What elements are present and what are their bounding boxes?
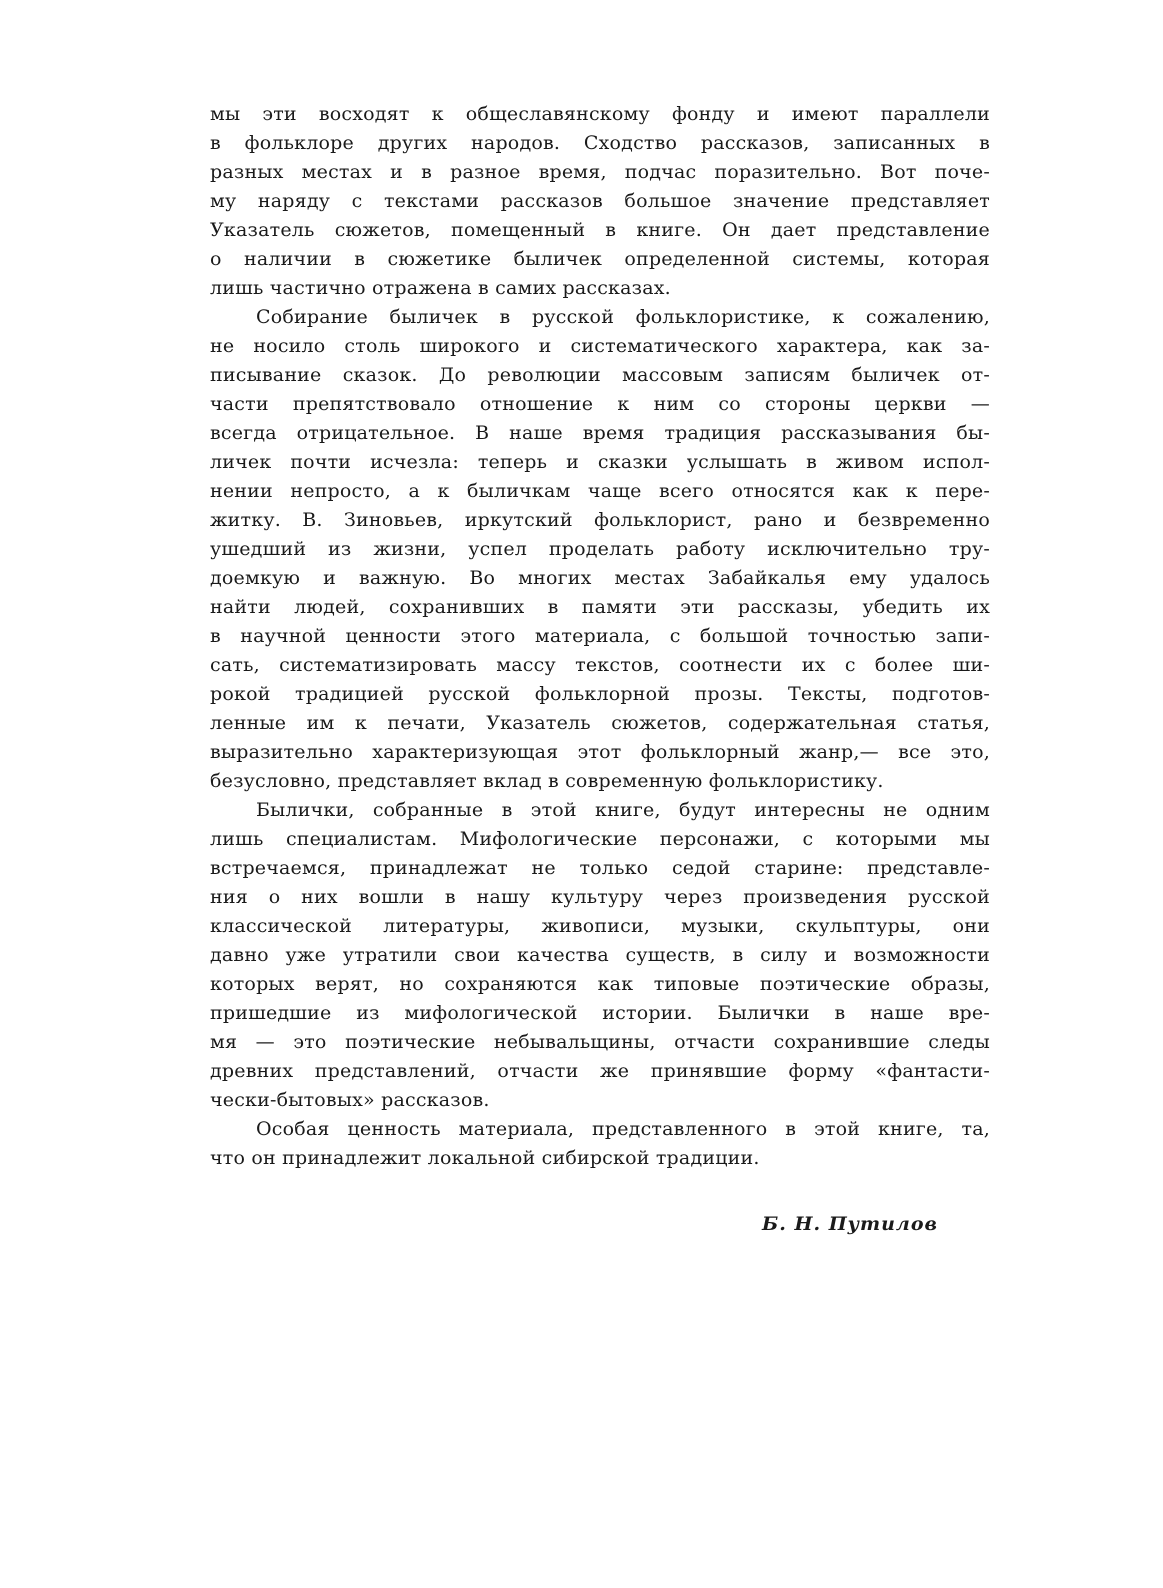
text-line: найти людей, сохранивших в памяти эти рассказы, убедить их	[210, 596, 990, 618]
text-line: в фольклоре других народов. Сходство рассказов, записанных в	[210, 132, 990, 154]
paragraph-4	[210, 1115, 990, 1173]
text-line: чески-бытовых» рассказов.	[210, 1089, 490, 1111]
text-line: давно уже утратили свои качества существ, в силу и возможности	[210, 944, 990, 966]
text-line: в научной ценности этого материала, с большой точностью запи-	[210, 625, 990, 647]
text-line: рокой традицией русской фольклорной прозы. Тексты, подготов-	[210, 683, 990, 705]
author-signature: Б. Н. Путилов	[762, 1213, 938, 1235]
text-line: писывание сказок. До революции массовым записям быличек от-	[210, 364, 990, 386]
text-line: Указатель сюжетов, помещенный в книге. Он дает представление	[210, 219, 990, 241]
text-line: классической литературы, живописи, музыки, скульптуры, они	[210, 915, 990, 937]
text-line: встречаемся, принадлежат не только седой старине: представле-	[210, 857, 990, 879]
text-line: Собирание быличек в русской фольклористике, к сожалению,	[256, 306, 990, 328]
text-line: которых верят, но сохраняются как типовые поэтические образы,	[210, 973, 990, 995]
text-line: лишь специалистам. Мифологические персонажи, с которыми мы	[210, 828, 990, 850]
paragraph-2	[210, 303, 990, 796]
text-line: разных местах и в разное время, подчас поразительно. Вот поче-	[210, 161, 990, 183]
text-line: житку. В. Зиновьев, иркутский фольклорист, рано и безвременно	[210, 509, 990, 531]
text-line: му наряду с текстами рассказов большое значение представляет	[210, 190, 990, 212]
text-line: лишь частично отражена в самих рассказах.	[210, 277, 671, 299]
text-line: личек почти исчезла: теперь и сказки услышать в живом испол-	[210, 451, 990, 473]
text-line: пришедшие из мифологической истории. Былички в наше вре-	[210, 1002, 990, 1024]
text-line: сать, систематизировать массу текстов, соотнести их с более ши-	[210, 654, 990, 676]
text-line: ния о них вошли в нашу культуру через произведения русской	[210, 886, 990, 908]
text-line: не носило столь широкого и систематического характера, как за-	[210, 335, 990, 357]
text-line: ленные им к печати, Указатель сюжетов, содержательная статья,	[210, 712, 990, 734]
text-line: древних представлений, отчасти же принявшие форму «фантасти-	[210, 1060, 990, 1082]
body-text	[210, 100, 990, 1173]
text-line: мя — это поэтические небывальщины, отчасти сохранившие следы	[210, 1031, 990, 1053]
text-line: доемкую и важную. Во многих местах Забайкалья ему удалось	[210, 567, 990, 589]
text-line: безусловно, представляет вклад в современную фольклористику.	[210, 770, 884, 792]
paragraph-1	[210, 100, 990, 303]
text-line: всегда отрицательное. В наше время традиция рассказывания бы-	[210, 422, 990, 444]
text-line: мы эти восходят к общеславянскому фонду и имеют параллели	[210, 103, 990, 125]
text-line: ушедший из жизни, успел проделать работу исключительно тру-	[210, 538, 990, 560]
text-line: нении непросто, а к быличкам чаще всего относятся как к пере-	[210, 480, 990, 502]
text-line: части препятствовало отношение к ним со стороны церкви —	[210, 393, 990, 415]
text-line: что он принадлежит локальной сибирской традиции.	[210, 1147, 760, 1169]
paragraph-3	[210, 796, 990, 1115]
text-line: о наличии в сюжетике быличек определенной системы, которая	[210, 248, 990, 270]
text-line: Особая ценность материала, представленного в этой книге, та,	[256, 1118, 990, 1140]
text-line: выразительно характеризующая этот фольклорный жанр,— все это,	[210, 741, 990, 763]
text-line: Былички, собранные в этой книге, будут интересны не одним	[256, 799, 990, 821]
